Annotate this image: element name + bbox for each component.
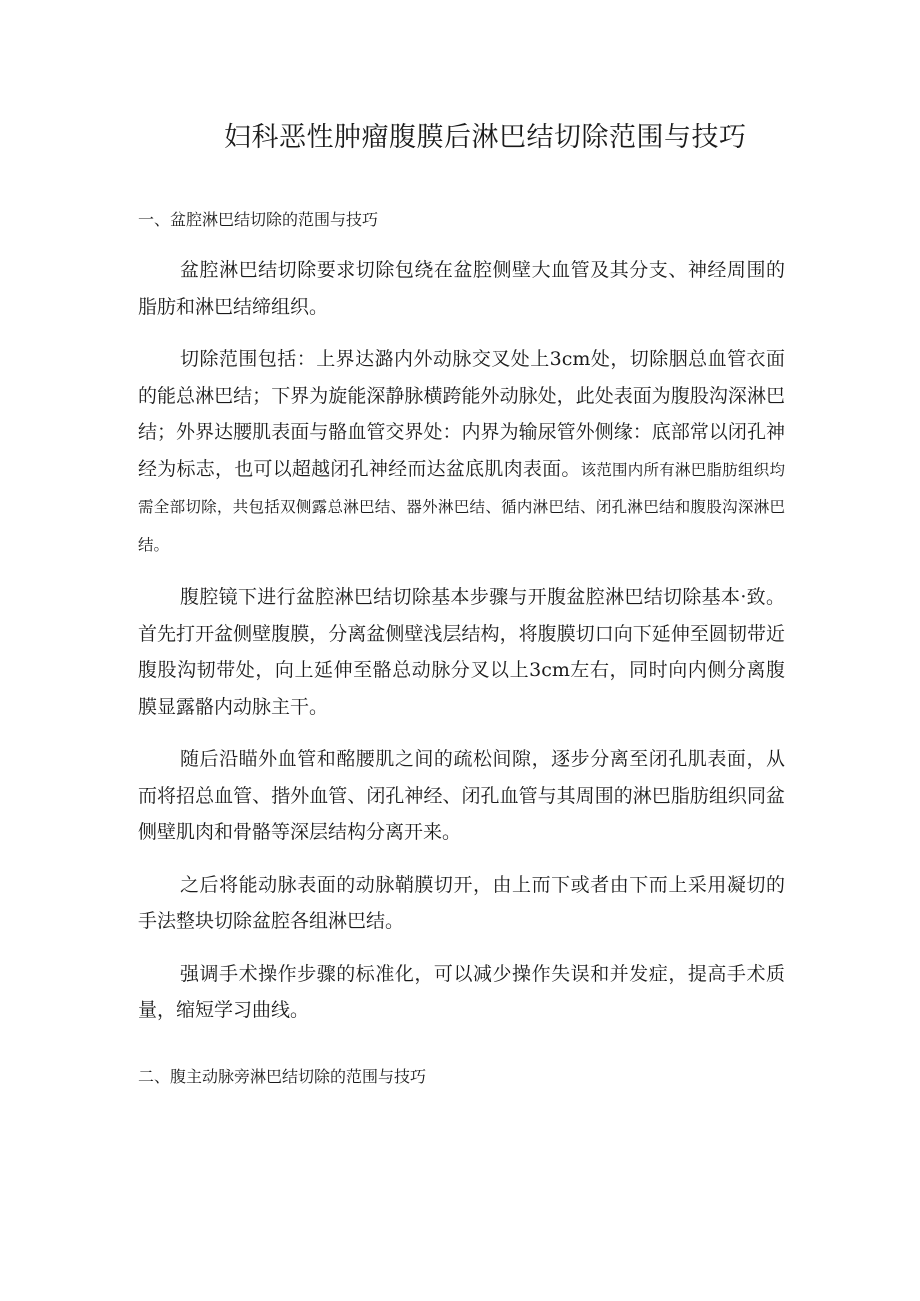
paragraph-resection-range	[138, 341, 785, 563]
paragraph-standardization: 强调手术操作步骤的标准化，可以减少操作失误和并发症，提高手术质量，缩短学习曲线。	[138, 962, 785, 1021]
section-heading-para-aortic: 二、腹主动脉旁淋巴结切除的范围与技巧	[138, 1066, 427, 1086]
paragraph-resection-range-text: 切除范围包括：上界达潞内外动脉交叉处上3cm处，切除胭总血管衣面的能总淋巴结；下界为旋能深静脉横跨能外动脉处，此处表面为腹股沟深淋巴结；外界达腰肌表面与骼血管交界处：内界为输尿管外侧缘：底部常以闭孔神经为标志，也可以超越闭孔神经而达盆底肌肉表面。	[138, 348, 785, 480]
paragraph-separation: 随后沿瞄外血管和酩腰肌之间的疏松间隙，逐步分离至闭孔肌表面，从而将招总血管、揩外血管、闭孔神经、闭孔血管与其周围的淋巴脂肪组织同盆侧壁肌肉和骨骼等深层结构分离开来。	[138, 748, 785, 843]
paragraph-resection-range-summary: 该范围内所有淋巴脂肪组织均需全部切除，共包括双侧露总淋巴结、器外淋巴结、循内淋巴结、闭孔淋巴结和腹股沟深淋巴结。	[138, 460, 785, 554]
paragraph-intro: 盆腔淋巴结切除要求切除包绕在盆腔侧壁大血管及其分支、神经周围的脂肪和淋巴结缔组织。	[138, 259, 785, 318]
paragraph-en-bloc-resection: 之后将能动脉表面的动脉鞘膜切开，由上而下或者由下而上采用凝切的手法整块切除盆腔各组淋巴结。	[138, 873, 785, 932]
paragraph-laparoscopy-steps: 腹腔镜下进行盆腔淋巴结切除基本步骤与开腹盆腔淋巴结切除基本·致。首先打开盆侧壁腹膜，分离盆侧壁浅层结构，将腹膜切口向下延伸至圆韧带近腹股沟韧带处，向上延伸至骼总动脉分叉以上3cm左右，同时向内侧分离腹膜显露骼内动脉主干。	[138, 586, 785, 718]
section-heading-pelvic: 一、盆腔淋巴结切除的范围与技巧	[138, 210, 379, 229]
document-title: 妇科恶性肿瘤腹膜后淋巴结切除范围与技巧	[224, 122, 747, 153]
